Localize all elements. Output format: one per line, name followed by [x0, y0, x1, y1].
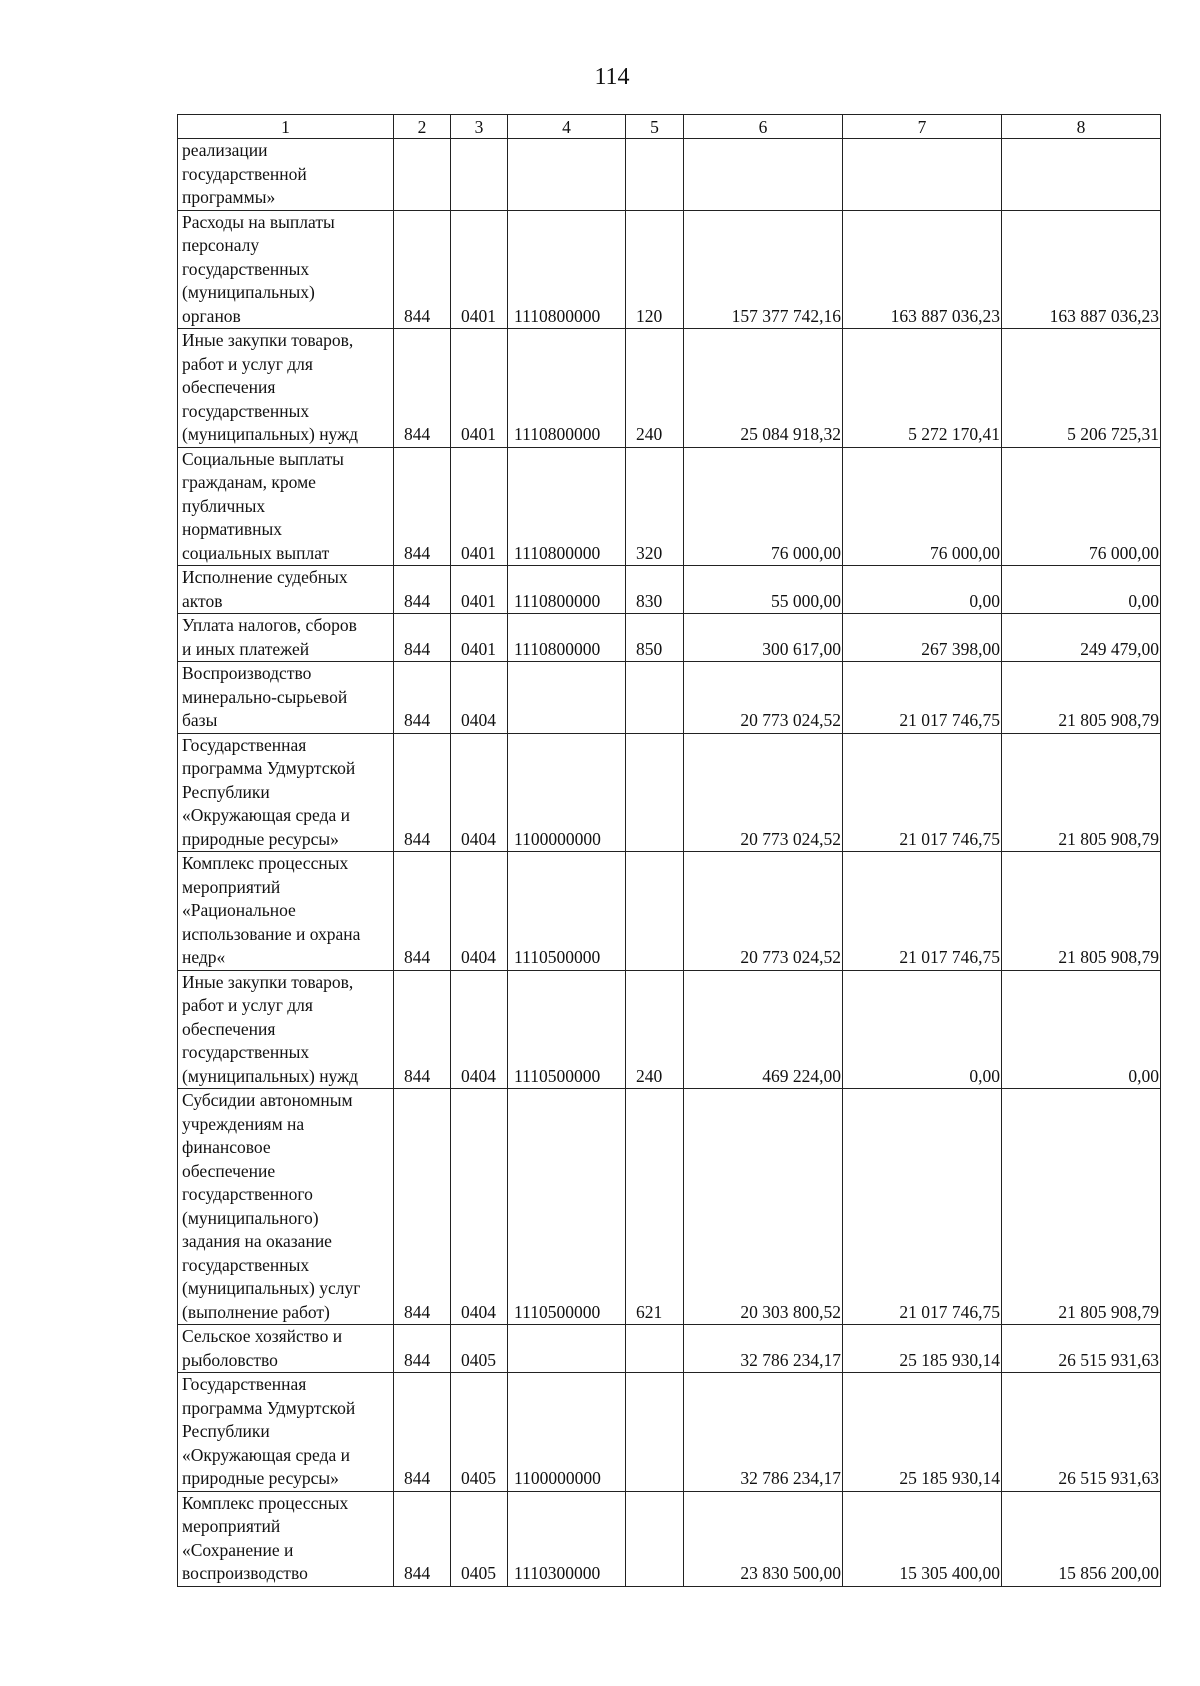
- expense-type-code-cell: [626, 733, 684, 852]
- section-code-cell: 0401: [451, 447, 508, 566]
- expense-name-line: задания на оказание: [182, 1231, 332, 1251]
- target-item-code-cell: 1110500000: [508, 852, 626, 971]
- expense-name-line: гражданам, кроме: [182, 472, 316, 492]
- table-body: [178, 139, 1161, 1587]
- target-item-code-cell: 1110500000: [508, 970, 626, 1089]
- table-row: [178, 139, 1161, 211]
- section-code-cell: 0404: [451, 852, 508, 971]
- table-row: [178, 852, 1161, 971]
- column-header-2: 2: [394, 115, 451, 139]
- column-header-1: 1: [178, 115, 394, 139]
- expense-name-cell: [178, 566, 394, 614]
- section-code-cell: 0401: [451, 329, 508, 448]
- amount-cell-col8: 249 479,00: [1002, 614, 1161, 662]
- expense-name-line: персоналу: [182, 235, 260, 255]
- amount-cell-col6: 20 773 024,52: [684, 662, 843, 734]
- expense-name-line: (муниципальных) нужд: [182, 424, 359, 444]
- expense-name-line: Социальные выплаты: [182, 448, 344, 469]
- expense-name-line: государственных: [182, 258, 310, 279]
- amount-cell-col8: 26 515 931,63: [1002, 1325, 1161, 1373]
- expense-name-line: государственного: [182, 1184, 313, 1204]
- expense-type-code-cell: 621: [626, 1089, 684, 1325]
- target-item-code-cell: 1110800000: [508, 566, 626, 614]
- amount-cell-col6: 469 224,00: [684, 970, 843, 1089]
- budget-table: [177, 114, 1161, 1587]
- expense-type-code-cell: 240: [626, 329, 684, 448]
- amount-cell-col8: 163 887 036,23: [1002, 210, 1161, 329]
- expense-name-line: программа Удмуртской: [182, 1397, 356, 1418]
- expense-name-line: государственной: [182, 163, 307, 184]
- section-code-cell: 0404: [451, 1089, 508, 1325]
- table-row: [178, 614, 1161, 662]
- column-header-4: 4: [508, 115, 626, 139]
- expense-name-line: (муниципального): [182, 1207, 319, 1228]
- section-code-cell: 0404: [451, 662, 508, 734]
- expense-name-line: программа Удмуртской: [182, 758, 356, 778]
- amount-cell-col7: 21 017 746,75: [843, 1089, 1002, 1325]
- table-row: [178, 210, 1161, 329]
- expense-name-line: программы»: [182, 187, 276, 207]
- section-code-cell: 0401: [451, 210, 508, 329]
- amount-cell-col6: 20 773 024,52: [684, 852, 843, 971]
- amount-cell-col6: 20 773 024,52: [684, 733, 843, 852]
- section-code-cell: 0404: [451, 970, 508, 1089]
- target-item-code-cell: 1110800000: [508, 614, 626, 662]
- expense-name-line: реализации: [182, 140, 268, 160]
- ministry-code-cell: 844: [394, 1491, 451, 1586]
- expense-name-line: и иных платежей: [182, 638, 310, 659]
- section-code-cell: 0404: [451, 733, 508, 852]
- section-code-cell: 0401: [451, 566, 508, 614]
- expense-name-line: нормативных: [182, 519, 283, 539]
- target-item-code-cell: 1110800000: [508, 210, 626, 329]
- column-header-8: 8: [1002, 115, 1161, 139]
- expense-name-cell: [178, 139, 394, 211]
- ministry-code-cell: 844: [394, 662, 451, 734]
- expense-name-cell: [178, 733, 394, 852]
- section-code-cell: 0401: [451, 614, 508, 662]
- expense-name-line: (муниципальных): [182, 282, 315, 302]
- amount-cell-col7: 163 887 036,23: [843, 210, 1002, 329]
- ministry-code-cell: 844: [394, 970, 451, 1089]
- expense-name-line: «Окружающая среда и: [182, 805, 350, 825]
- amount-cell-col7: 267 398,00: [843, 614, 1002, 662]
- amount-cell-col7: 21 017 746,75: [843, 852, 1002, 971]
- ministry-code-cell: 844: [394, 447, 451, 566]
- expense-name-line: актов: [182, 590, 223, 611]
- amount-cell-col8: 76 000,00: [1002, 447, 1161, 566]
- expense-type-code-cell: 320: [626, 447, 684, 566]
- expense-name-line: природные ресурсы»: [182, 1468, 339, 1488]
- section-code-cell: 0405: [451, 1491, 508, 1586]
- expense-name-line: публичных: [182, 495, 266, 516]
- expense-name-line: Комплекс процессных: [182, 1492, 349, 1513]
- amount-cell-col7: [843, 139, 1002, 211]
- amount-cell-col8: 21 805 908,79: [1002, 662, 1161, 734]
- expense-name-line: Республики: [182, 1421, 270, 1441]
- expense-name-line: Комплекс процессных: [182, 853, 349, 873]
- expense-name-line: природные ресурсы»: [182, 828, 339, 849]
- ministry-code-cell: 844: [394, 733, 451, 852]
- expense-name-line: (выполнение работ): [182, 1301, 330, 1322]
- table-row: [178, 970, 1161, 1089]
- ministry-code-cell: 844: [394, 1373, 451, 1492]
- expense-name-line: обеспечения: [182, 377, 276, 397]
- expense-name-cell: [178, 614, 394, 662]
- expense-name-cell: [178, 662, 394, 734]
- column-header-6: 6: [684, 115, 843, 139]
- amount-cell-col7: 21 017 746,75: [843, 733, 1002, 852]
- expense-name-line: Республики: [182, 781, 270, 802]
- expense-type-code-cell: [626, 1373, 684, 1492]
- expense-name-line: работ и услуг для: [182, 995, 313, 1015]
- expense-type-code-cell: 120: [626, 210, 684, 329]
- expense-type-code-cell: [626, 139, 684, 211]
- amount-cell-col8: [1002, 139, 1161, 211]
- expense-name-line: Субсидии автономным: [182, 1090, 353, 1110]
- table-row: [178, 447, 1161, 566]
- column-header-7: 7: [843, 115, 1002, 139]
- ministry-code-cell: 844: [394, 614, 451, 662]
- amount-cell-col6: 32 786 234,17: [684, 1373, 843, 1492]
- expense-type-code-cell: 830: [626, 566, 684, 614]
- amount-cell-col8: 0,00: [1002, 566, 1161, 614]
- table-row: [178, 566, 1161, 614]
- amount-cell-col6: 76 000,00: [684, 447, 843, 566]
- expense-name-line: мероприятий: [182, 876, 281, 897]
- expense-name-line: использование и охрана: [182, 923, 361, 944]
- expense-name-line: рыболовство: [182, 1349, 278, 1370]
- amount-cell-col7: 15 305 400,00: [843, 1491, 1002, 1586]
- expense-name-line: Иные закупки товаров,: [182, 330, 354, 350]
- ministry-code-cell: 844: [394, 1089, 451, 1325]
- ministry-code-cell: 844: [394, 1325, 451, 1373]
- expense-name-line: учреждениям на: [182, 1113, 305, 1134]
- amount-cell-col8: 21 805 908,79: [1002, 1089, 1161, 1325]
- amount-cell-col8: 15 856 200,00: [1002, 1491, 1161, 1586]
- amount-cell-col6: 25 084 918,32: [684, 329, 843, 448]
- expense-name-line: Расходы на выплаты: [182, 211, 335, 232]
- amount-cell-col7: 21 017 746,75: [843, 662, 1002, 734]
- expense-name-line: государственных: [182, 1042, 310, 1062]
- amount-cell-col6: 300 617,00: [684, 614, 843, 662]
- expense-name-cell: [178, 329, 394, 448]
- ministry-code-cell: 844: [394, 852, 451, 971]
- expense-name-line: недр«: [182, 947, 226, 967]
- expense-name-line: Исполнение судебных: [182, 567, 348, 587]
- section-code-cell: 0405: [451, 1325, 508, 1373]
- amount-cell-col8: 26 515 931,63: [1002, 1373, 1161, 1492]
- header-row: [178, 115, 1161, 139]
- target-item-code-cell: 1110800000: [508, 329, 626, 448]
- amount-cell-col6: [684, 139, 843, 211]
- expense-name-line: Иные закупки товаров,: [182, 971, 354, 992]
- expense-type-code-cell: [626, 1325, 684, 1373]
- expense-name-line: базы: [182, 710, 218, 730]
- target-item-code-cell: [508, 139, 626, 211]
- expense-name-line: «Окружающая среда и: [182, 1444, 350, 1465]
- ministry-code-cell: 844: [394, 329, 451, 448]
- amount-cell-col7: 5 272 170,41: [843, 329, 1002, 448]
- expense-name-line: воспроизводство: [182, 1563, 308, 1583]
- table-row: [178, 733, 1161, 852]
- amount-cell-col7: 0,00: [843, 566, 1002, 614]
- target-item-code-cell: 1110800000: [508, 447, 626, 566]
- expense-name-line: Уплата налогов, сборов: [182, 615, 357, 635]
- expense-name-cell: [178, 447, 394, 566]
- amount-cell-col7: 25 185 930,14: [843, 1325, 1002, 1373]
- ministry-code-cell: [394, 139, 451, 211]
- expense-name-cell: [178, 1325, 394, 1373]
- amount-cell-col7: 76 000,00: [843, 447, 1002, 566]
- expense-name-cell: [178, 970, 394, 1089]
- amount-cell-col6: 23 830 500,00: [684, 1491, 843, 1586]
- expense-type-code-cell: [626, 852, 684, 971]
- expense-name-line: (муниципальных) нужд: [182, 1065, 359, 1086]
- amount-cell-col7: 25 185 930,14: [843, 1373, 1002, 1492]
- table-row: [178, 662, 1161, 734]
- table-row: [178, 1325, 1161, 1373]
- expense-name-line: Государственная: [182, 1374, 307, 1394]
- expense-name-cell: [178, 852, 394, 971]
- expense-name-cell: [178, 1089, 394, 1325]
- amount-cell-col7: 0,00: [843, 970, 1002, 1089]
- target-item-code-cell: [508, 1325, 626, 1373]
- expense-type-code-cell: 850: [626, 614, 684, 662]
- expense-type-code-cell: 240: [626, 970, 684, 1089]
- expense-name-line: «Рациональное: [182, 900, 296, 920]
- expense-name-line: органов: [182, 305, 241, 326]
- expense-name-line: государственных: [182, 1254, 310, 1275]
- expense-name-line: Государственная: [182, 734, 307, 755]
- expense-name-line: финансовое: [182, 1137, 271, 1157]
- amount-cell-col6: 55 000,00: [684, 566, 843, 614]
- target-item-code-cell: [508, 662, 626, 734]
- amount-cell-col8: 5 206 725,31: [1002, 329, 1161, 448]
- table-header: [178, 115, 1161, 139]
- column-header-5: 5: [626, 115, 684, 139]
- expense-name-line: минерально-сырьевой: [182, 686, 348, 707]
- expense-name-line: социальных выплат: [182, 542, 330, 563]
- section-code-cell: 0405: [451, 1373, 508, 1492]
- amount-cell-col8: 21 805 908,79: [1002, 733, 1161, 852]
- expense-name-line: обеспечение: [182, 1160, 276, 1181]
- expense-name-line: государственных: [182, 400, 310, 421]
- table-row: [178, 1373, 1161, 1492]
- expense-name-cell: [178, 1373, 394, 1492]
- table-row: [178, 1089, 1161, 1325]
- amount-cell-col6: 20 303 800,52: [684, 1089, 843, 1325]
- target-item-code-cell: 1100000000: [508, 733, 626, 852]
- expense-name-cell: [178, 210, 394, 329]
- amount-cell-col8: 21 805 908,79: [1002, 852, 1161, 971]
- ministry-code-cell: 844: [394, 566, 451, 614]
- expense-name-cell: [178, 1491, 394, 1586]
- expense-name-line: обеспечения: [182, 1018, 276, 1039]
- expense-name-line: мероприятий: [182, 1516, 281, 1536]
- expense-name-line: работ и услуг для: [182, 353, 313, 374]
- table-row: [178, 329, 1161, 448]
- amount-cell-col6: 157 377 742,16: [684, 210, 843, 329]
- target-item-code-cell: 1100000000: [508, 1373, 626, 1492]
- section-code-cell: [451, 139, 508, 211]
- column-header-3: 3: [451, 115, 508, 139]
- expense-name-line: Сельское хозяйство и: [182, 1326, 343, 1346]
- expense-type-code-cell: [626, 662, 684, 734]
- expense-name-line: (муниципальных) услуг: [182, 1278, 361, 1298]
- target-item-code-cell: 1110300000: [508, 1491, 626, 1586]
- table-row: [178, 1491, 1161, 1586]
- expense-name-line: Воспроизводство: [182, 663, 312, 683]
- target-item-code-cell: 1110500000: [508, 1089, 626, 1325]
- expense-type-code-cell: [626, 1491, 684, 1586]
- expense-name-line: «Сохранение и: [182, 1539, 294, 1560]
- page-number: 114: [594, 64, 630, 90]
- amount-cell-col6: 32 786 234,17: [684, 1325, 843, 1373]
- amount-cell-col8: 0,00: [1002, 970, 1161, 1089]
- ministry-code-cell: 844: [394, 210, 451, 329]
